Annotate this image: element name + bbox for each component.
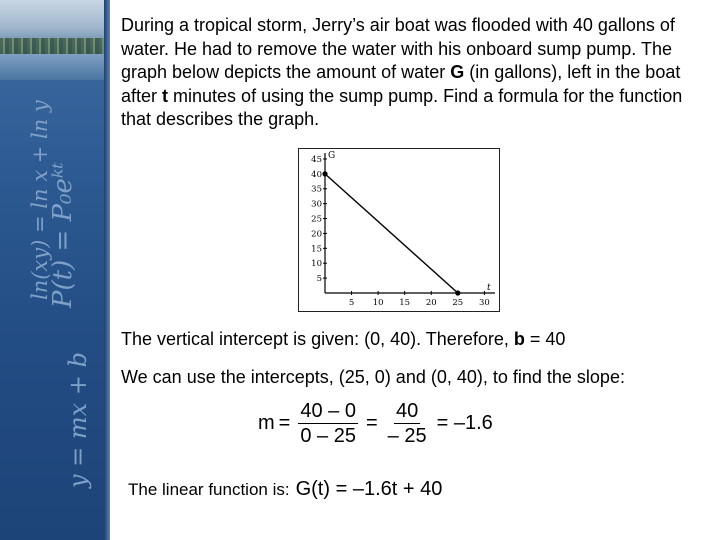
intercept-statement (121, 329, 565, 350)
problem-part1: During a tropical storm, Jerry’s air boat was flooded with 40 gallons of water. He had to remove the water with his onboard sump pump. The graph below depicts the amount of water (121, 15, 675, 83)
x-tick-label: 20 (425, 298, 437, 308)
x-axis-label: t (487, 283, 491, 293)
fraction-denominator: – 25 (387, 424, 427, 447)
y-tick-label: 10 (311, 259, 322, 270)
equals-sign: = (365, 411, 378, 434)
grass-strip (0, 38, 110, 54)
final-label: The linear function is: (128, 479, 290, 499)
intercept-text: The vertical intercept is given: (0, 40). Therefore, (121, 329, 514, 349)
y-tick-label: 35 (311, 184, 322, 195)
x-tick-label: 15 (399, 298, 411, 308)
y-tick-label: 25 (311, 214, 322, 225)
slope-statement: We can use the intercepts, (25, 0) and (0, 40), to find the slope: (121, 367, 625, 387)
water-strip (0, 54, 110, 80)
y-tick-label: 45 (311, 154, 322, 165)
slope-equation (258, 396, 497, 450)
fraction-denominator: 0 – 25 (300, 424, 356, 447)
chart-svg (299, 149, 499, 311)
x-tick-label: 30 (478, 298, 490, 308)
slope-symbol: m (258, 411, 275, 434)
x-tick-label: 25 (452, 298, 464, 308)
sidebar-decoration (0, 0, 110, 540)
slope-fraction-1 (298, 400, 358, 447)
water-graph (298, 148, 500, 312)
problem-part2: (in gallons), left in the boat after (121, 62, 681, 106)
y-tick-label: 20 (311, 229, 322, 240)
intercept-value: = 40 (524, 329, 566, 349)
x-tick-label: 10 (372, 298, 384, 308)
y-axis-label: G (328, 151, 336, 161)
slope-fraction-2 (386, 400, 429, 447)
swamp-photo (0, 0, 110, 80)
problem-statement (121, 14, 717, 132)
sidebar-formula-exp: P(t) = P₀eᵏᵗ (48, 162, 78, 308)
y-tick-label: 40 (311, 169, 322, 180)
fraction-numerator: 40 (396, 399, 419, 422)
fraction-numerator: 40 – 0 (300, 399, 356, 422)
data-point (322, 171, 327, 176)
equals-sign: = (278, 411, 291, 434)
final-answer (128, 478, 442, 501)
y-tick-label: 15 (311, 244, 322, 255)
y-tick-label: 5 (316, 274, 322, 285)
slope-result: = –1.6 (436, 411, 493, 434)
x-tick-label: 5 (348, 298, 355, 308)
series-line (325, 174, 458, 293)
final-formula: G(t) = –1.6t + 40 (295, 478, 443, 500)
y-tick-label: 30 (311, 199, 322, 210)
variable-t: t (162, 85, 169, 106)
sidebar-edge (104, 0, 110, 540)
data-point (455, 290, 460, 295)
sidebar-formula-log: ln(xy) = ln x + ln y (28, 100, 52, 300)
variable-b: b (513, 329, 525, 349)
sidebar-formula-line: y = mx + b (64, 352, 92, 488)
problem-part3: minutes of using the sump pump. Find a formula for the function that describes the graph. (121, 85, 683, 130)
variable-g: G (450, 62, 465, 83)
